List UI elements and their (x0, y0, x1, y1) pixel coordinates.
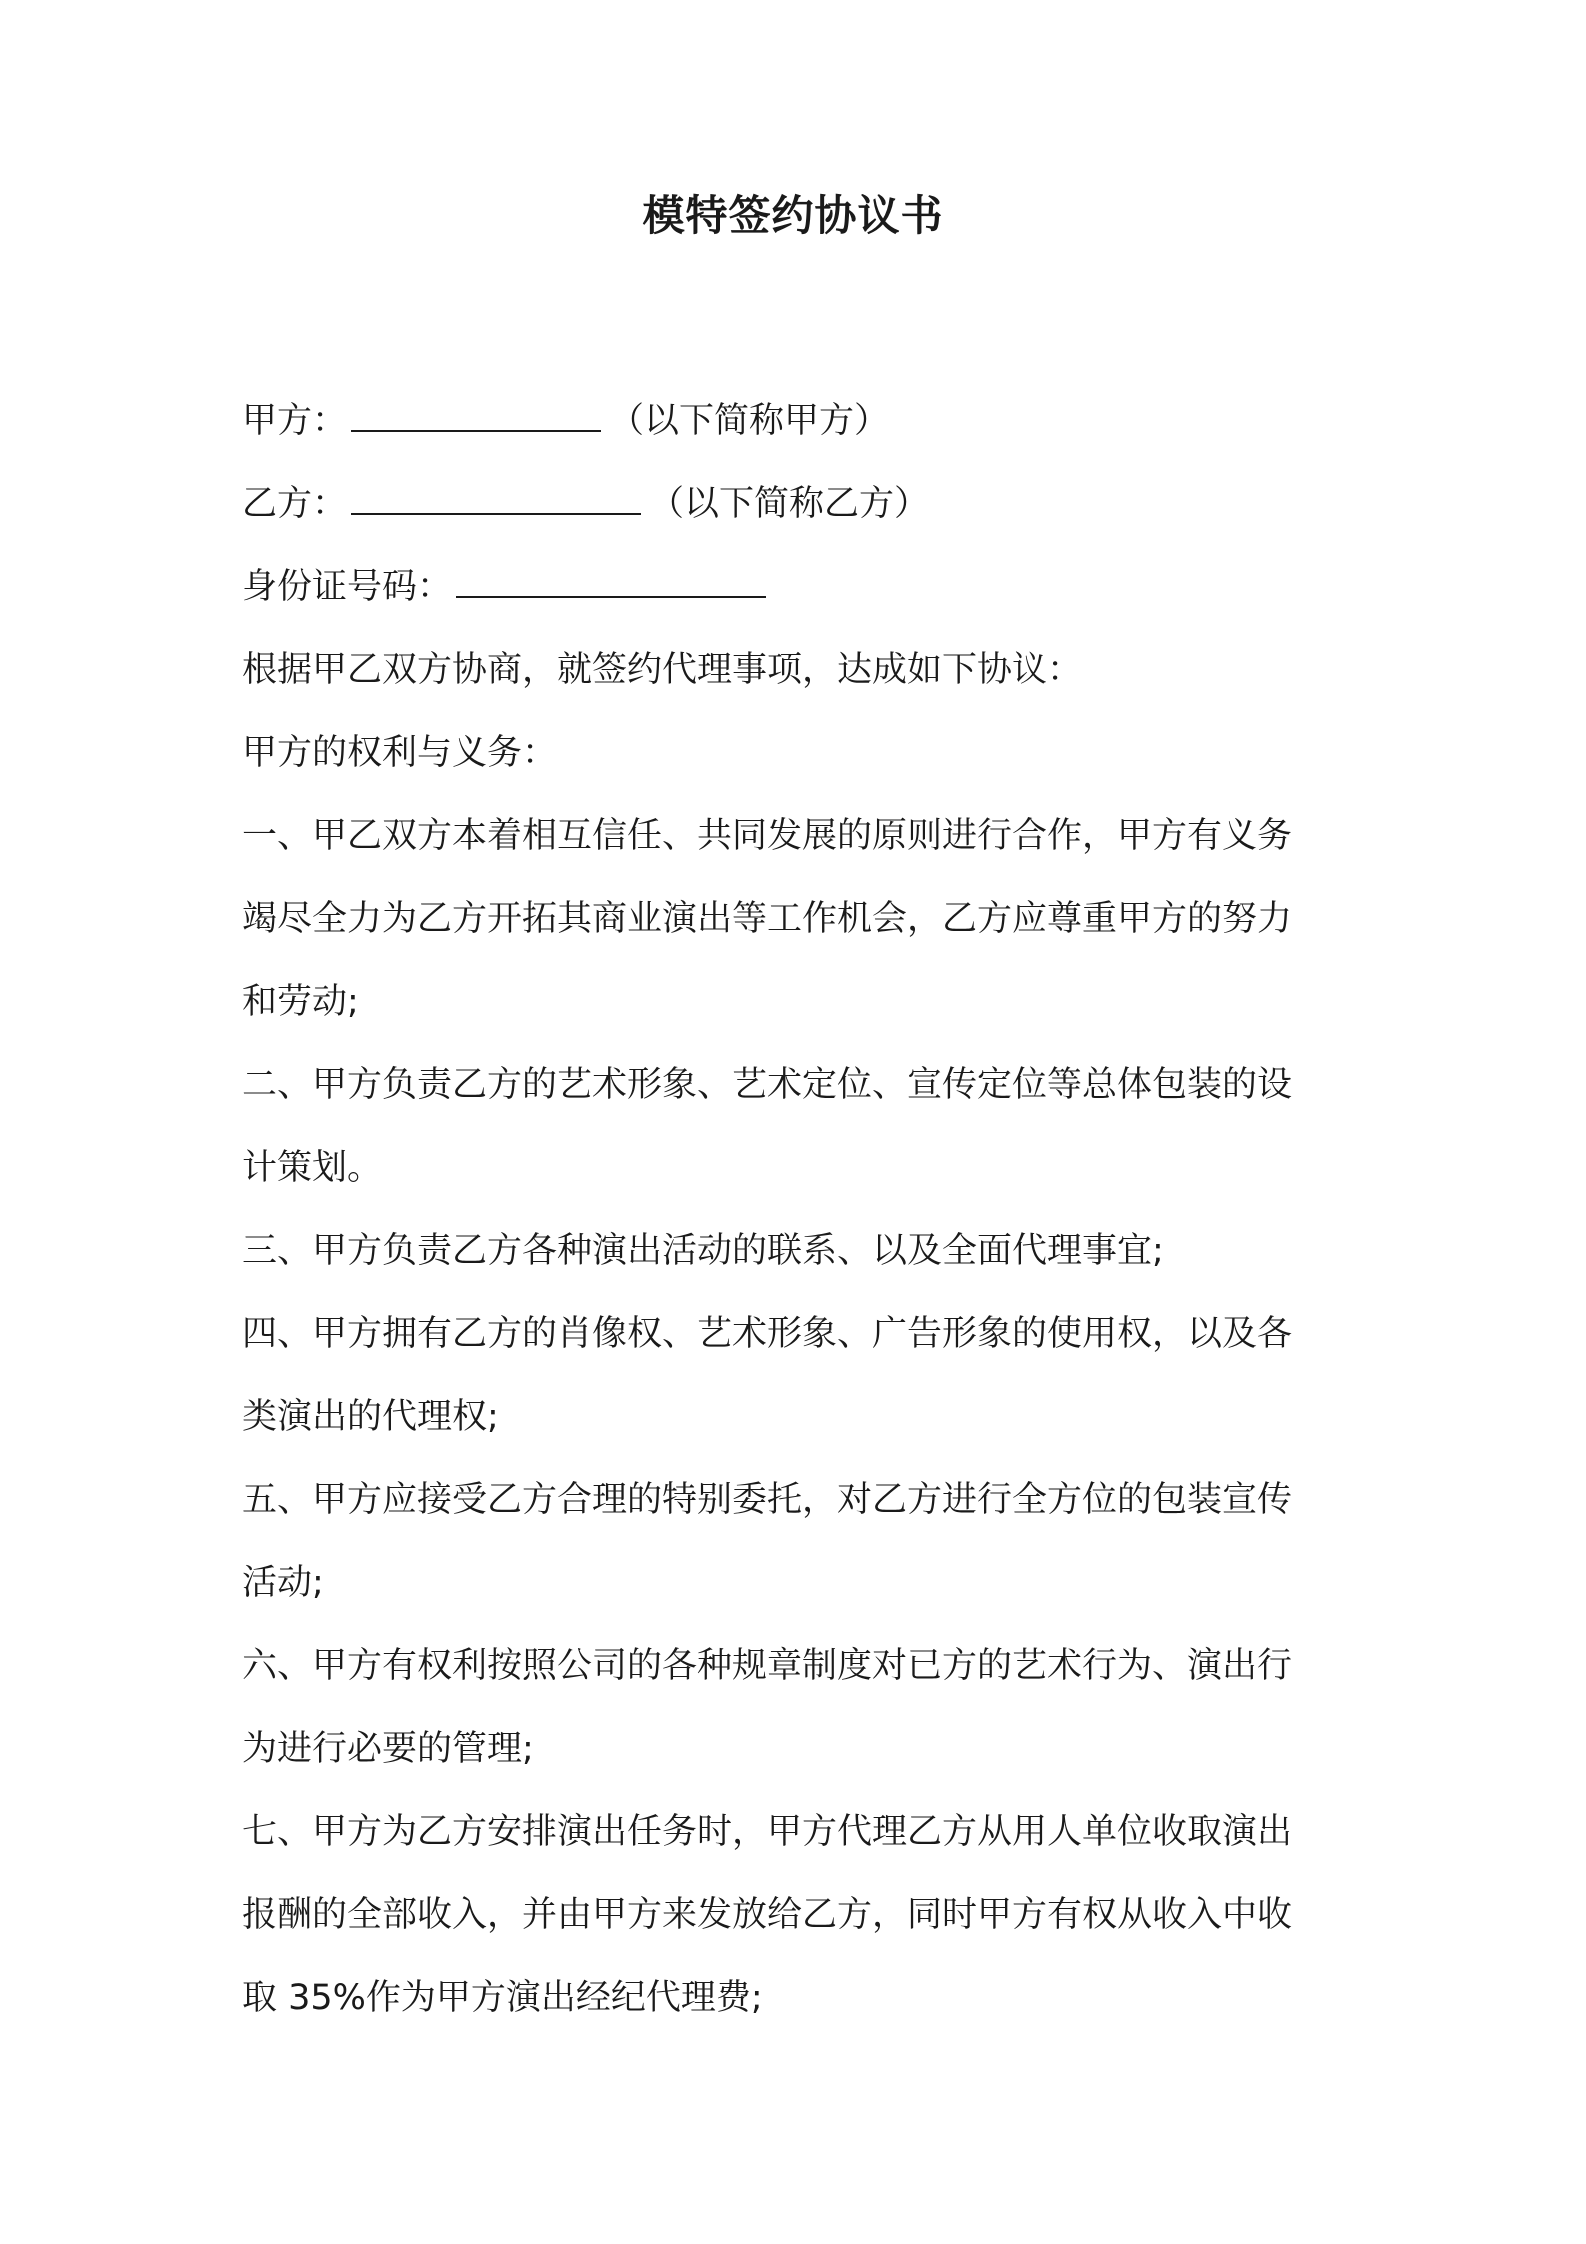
id-number-line (242, 546, 1362, 629)
party-a-label: 甲方： (242, 401, 348, 441)
clause-6 (242, 1625, 1362, 1791)
id-number-blank (456, 566, 766, 598)
clause-4 (242, 1293, 1362, 1459)
clause-line: 计策划。 (242, 1148, 383, 1188)
clause-line: 一、甲乙双方本着相互信任、共同发展的原则进行合作，甲方有义务 (242, 816, 1293, 856)
section-heading: 甲方的权利与义务： (242, 733, 558, 773)
clause-5 (242, 1459, 1362, 1625)
clause-line: 取 35%作为甲方演出经纪代理费; (242, 1978, 763, 2018)
clause-7 (242, 1791, 1362, 2040)
clause-line: 类演出的代理权; (242, 1397, 499, 1437)
clause-line: 活动; (242, 1563, 324, 1603)
clause-line: 六、甲方有权利按照公司的各种规章制度对已方的艺术行为、演出行 (242, 1646, 1293, 1686)
clause-line: 三、甲方负责乙方各种演出活动的联系、以及全面代理事宜; (242, 1231, 1164, 1271)
party-a-blank (351, 400, 601, 432)
party-b-line (242, 463, 1362, 546)
document-title: 模特签约协议书 (642, 191, 944, 240)
party-b-label: 乙方： (242, 484, 348, 524)
id-number-label: 身份证号码： (242, 567, 453, 607)
clause-line: 五、甲方应接受乙方合理的特别委托，对乙方进行全方位的包装宣传 (242, 1480, 1293, 1520)
clause-2 (242, 1044, 1362, 1210)
clause-3 (242, 1210, 1362, 1293)
intro-paragraph: 根据甲乙双方协商，就签约代理事项，达成如下协议： (242, 650, 1083, 690)
clause-line: 竭尽全力为乙方开拓其商业演出等工作机会，乙方应尊重甲方的努力 (242, 899, 1293, 939)
clause-line: 七、甲方为乙方安排演出任务时，甲方代理乙方从用人单位收取演出 (242, 1812, 1293, 1852)
party-a-line (242, 380, 1362, 463)
clause-line: 报酬的全部收入，并由甲方来发放给乙方，同时甲方有权从收入中收 (242, 1895, 1293, 1935)
party-b-note: （以下简称乙方） (649, 484, 930, 524)
party-b-blank (351, 483, 641, 515)
clause-line: 四、甲方拥有乙方的肖像权、艺术形象、广告形象的使用权，以及各 (242, 1314, 1293, 1354)
party-a-note: （以下简称甲方） (609, 401, 890, 441)
clause-line: 二、甲方负责乙方的艺术形象、艺术定位、宣传定位等总体包装的设 (242, 1065, 1293, 1105)
clause-line: 为进行必要的管理; (242, 1729, 534, 1769)
clause-1 (242, 795, 1362, 1044)
document-body (242, 380, 1362, 2040)
clause-line: 和劳动; (242, 982, 359, 1022)
